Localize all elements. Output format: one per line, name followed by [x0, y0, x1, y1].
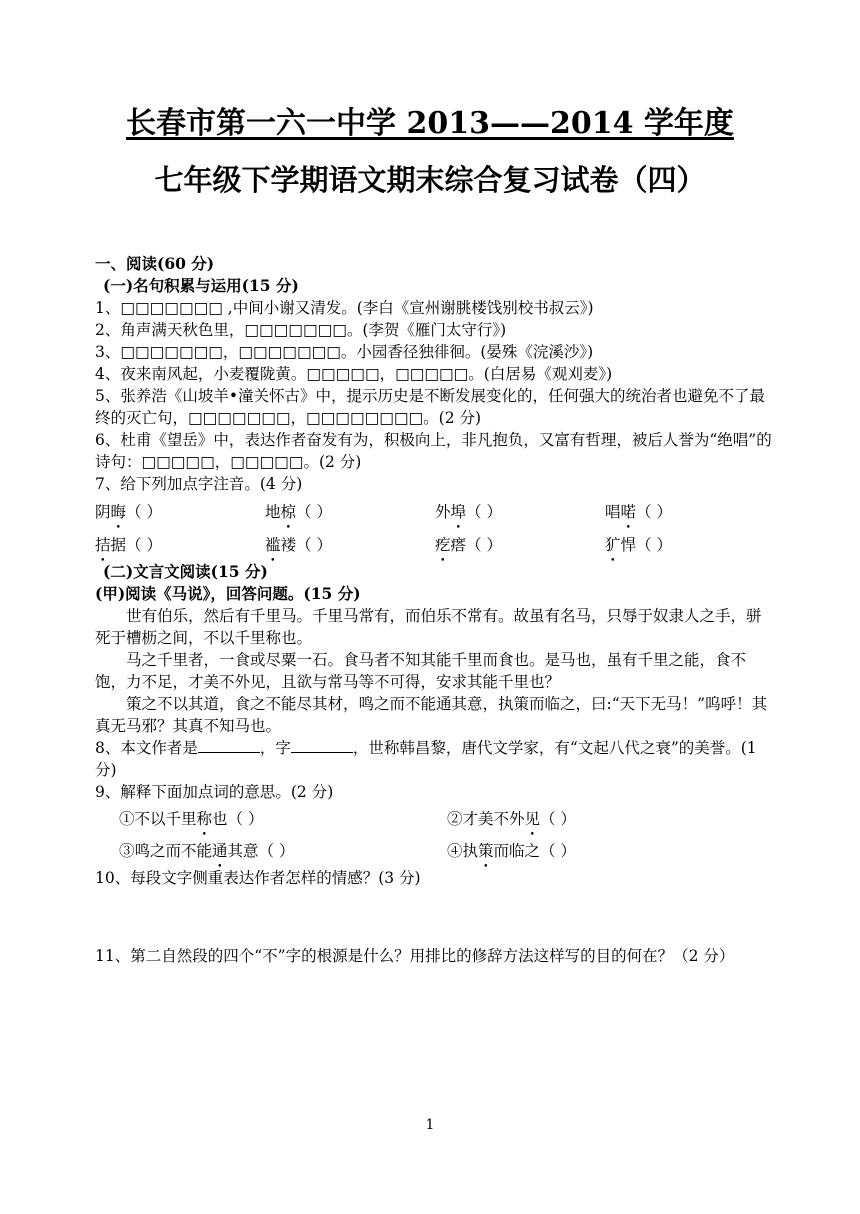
pinyin-item: 拮据（ ） [95, 535, 162, 554]
question-6: 6、杜甫《望岳》中，表达作者奋发有为，积极向上，非凡抱负，又富有哲理，被后人誉为“绝唱”的诗句：□□□□□，□□□□□。(2 分) [95, 431, 772, 471]
question-7: 7、给下列加点字注音。(4 分) [95, 475, 303, 493]
question-4: 4、夜来南风起，小麦覆陇黄。□□□□□，□□□□□。(白居易《观刈麦》) [95, 365, 613, 383]
question-3: 3、□□□□□□□，□□□□□□□。小园香径独徘徊。(晏殊《浣溪沙》) [95, 343, 594, 361]
title-line-1: 长春市第一六一中学 2013——2014 学年度 [126, 106, 734, 141]
passage-heading: (甲)阅读《马说》，回答问题。(15 分) [95, 584, 361, 603]
pinyin-item: 地椋（ ） [265, 502, 332, 521]
document-body [95, 253, 775, 967]
pinyin-item: 疙瘩（ ） [435, 535, 502, 554]
passage-paragraph-3: 策之不以其道，食之不能尽其材，鸣之而不能通其意，执策而临之，曰:“天下无马！”呜呼！其真无马邪？其真不知马也。 [95, 695, 768, 735]
definition-item: ③鸣之而不能通其意（ ） [119, 842, 295, 860]
pinyin-row-1 [95, 495, 775, 528]
definition-row-1 [95, 803, 775, 835]
pinyin-item: 褴褛（ ） [265, 535, 332, 554]
part1-heading: (一)名句积累与运用(15 分) [103, 276, 299, 295]
definition-item: ①不以千里称也（ ） [119, 810, 264, 828]
title-line-2: 七年级下学期语文期末综合复习试卷（四） [154, 163, 706, 197]
part2-heading: (二)文言文阅读(15 分) [103, 562, 268, 581]
answer-blank [198, 738, 260, 753]
question-1: 1、□□□□□□□ ,中间小谢又清发。(李白《宣州谢朓楼饯别校书叔云》) [95, 299, 594, 317]
definition-item: ④执策而临之（ ） [447, 842, 576, 860]
pinyin-item: 犷悍（ ） [605, 535, 672, 554]
passage-paragraph-2: 马之千里者，一食或尽粟一石。食马者不知其能千里而食也。是马也，虽有千里之能，食不饱，力不足，才美不外见，且欲与常马等不可得，安求其能千里也？ [95, 651, 747, 691]
page-number: 1 [425, 1117, 435, 1133]
definition-item: ②才美不外见（ ） [447, 810, 576, 828]
passage-paragraph-1: 世有伯乐，然后有千里马。千里马常有，而伯乐不常有。故虽有名马，只辱于奴隶人之手，骈死于槽枥之间，不以千里称也。 [95, 607, 762, 647]
question-11: 11、第二自然段的四个“不”字的根源是什么？用排比的修辞方法这样写的目的何在？（2 分） [95, 947, 735, 965]
definition-row-2 [95, 835, 775, 867]
question-9: 9、解释下面加点词的意思。(2 分) [95, 783, 334, 801]
answer-blank [291, 738, 353, 753]
pinyin-row-2 [95, 528, 775, 561]
pinyin-item: 阴晦（ ） [95, 502, 162, 521]
answer-space [95, 889, 775, 945]
question-8: 8、本文作者是 ，字 ，世称韩昌黎，唐代文学家，有“文起八代之衰”的美誉。(1 分) [95, 739, 757, 779]
pinyin-item: 唱喏（ ） [605, 502, 672, 521]
section-heading: 一、阅读(60 分) [95, 254, 215, 273]
question-10: 10、每段文字侧重表达作者怎样的情感？(3 分) [95, 869, 421, 887]
question-5: 5、张养浩《山坡羊•潼关怀古》中，提示历史是不断发展变化的，任何强大的统治者也避免不了最终的灭亡句，□□□□□□□，□□□□□□□□。(2 分) [95, 387, 766, 427]
pinyin-item: 外埠（ ） [435, 502, 502, 521]
question-2: 2、角声满天秋色里，□□□□□□□。(李贺《雁门太守行》) [95, 321, 507, 339]
